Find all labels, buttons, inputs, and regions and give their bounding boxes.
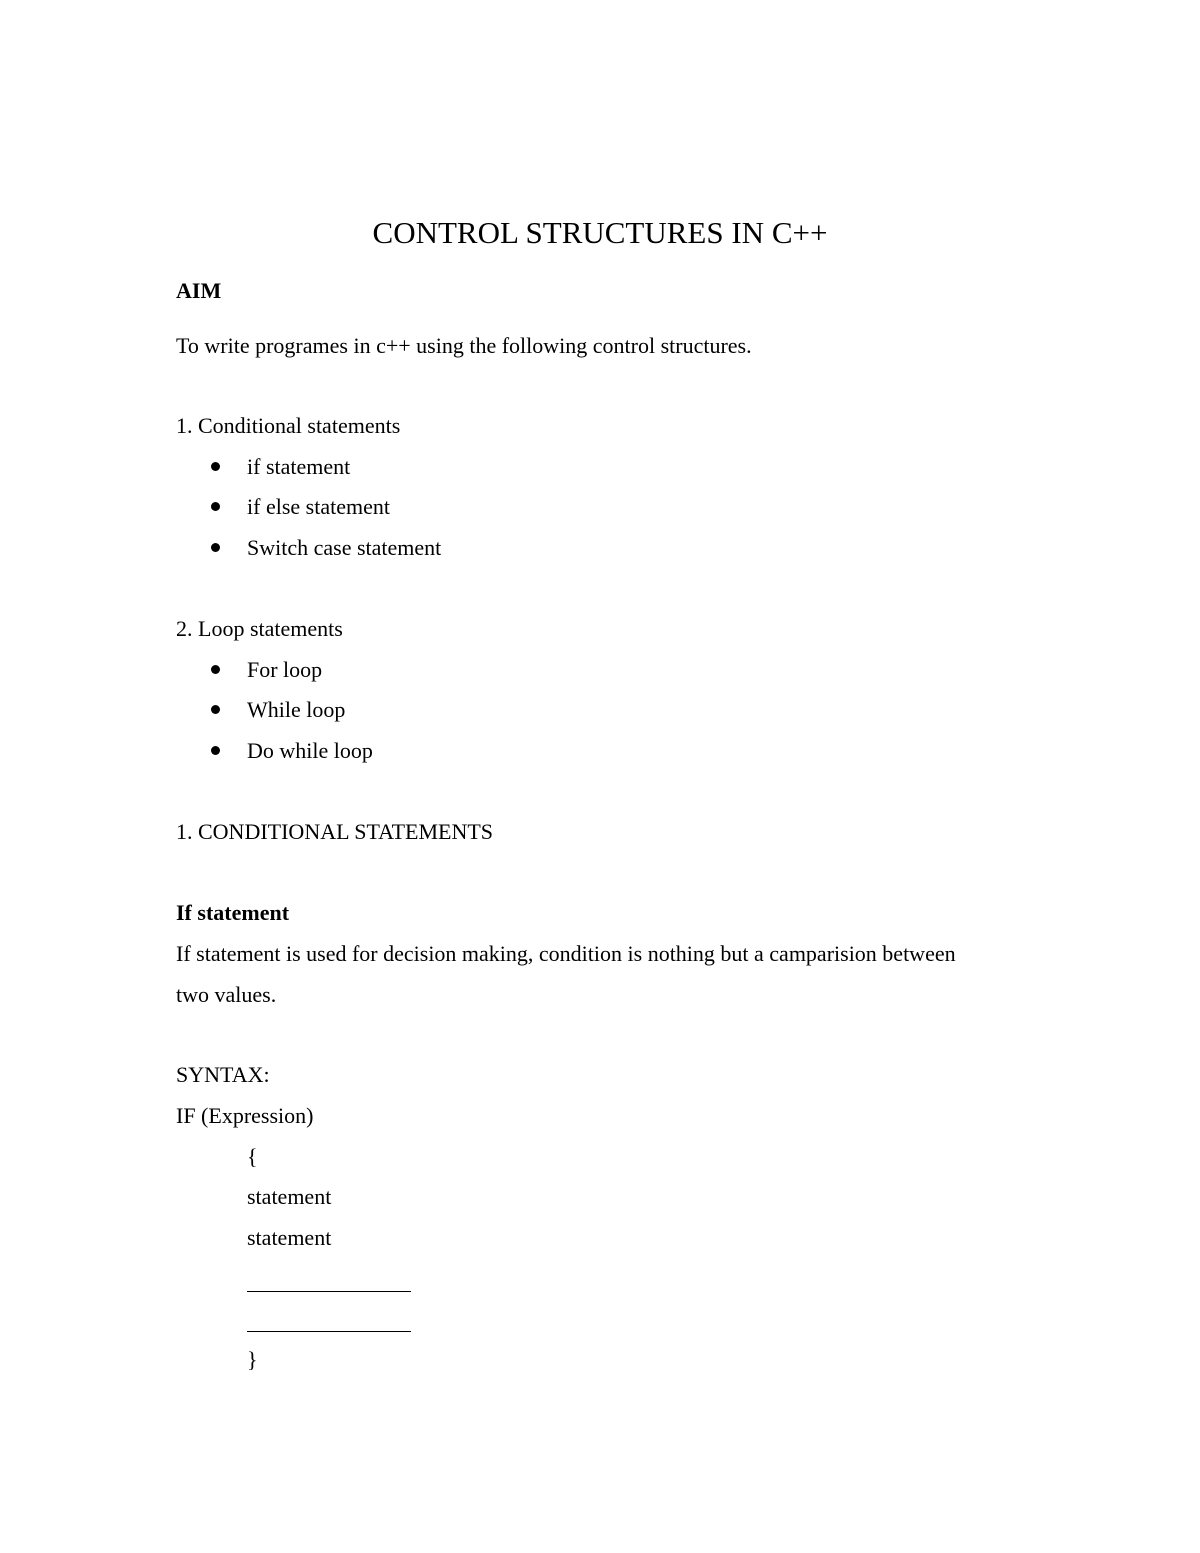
- aim-text: To write programes in c++ using the following control structures.: [176, 333, 752, 358]
- blank-line: [247, 1291, 411, 1292]
- list-item: if statement: [247, 454, 351, 479]
- open-brace: {: [247, 1144, 258, 1169]
- if-description-line: two values.: [176, 982, 277, 1007]
- list-item: Switch case statement: [247, 535, 442, 560]
- list-item: Do while loop: [247, 738, 373, 763]
- if-statement-heading: If statement: [176, 900, 290, 925]
- aim-heading: AIM: [176, 278, 222, 303]
- syntax-label: SYNTAX:: [176, 1062, 270, 1087]
- conditional-heading: 1. Conditional statements: [176, 413, 401, 438]
- bullet-icon: [211, 543, 220, 552]
- close-brace: }: [247, 1347, 258, 1372]
- loops-heading: 2. Loop statements: [176, 616, 343, 641]
- blank-line: [247, 1331, 411, 1332]
- bullet-icon: [211, 665, 220, 674]
- bullet-icon: [211, 502, 220, 511]
- bullet-icon: [211, 462, 220, 471]
- if-description-line: If statement is used for decision making, condition is nothing but a camparision between: [176, 941, 956, 966]
- syntax-statement: statement: [247, 1225, 332, 1250]
- list-item: if else statement: [247, 494, 390, 519]
- bullet-icon: [211, 746, 220, 755]
- bullet-icon: [211, 705, 220, 714]
- page-title: CONTROL STRUCTURES IN C++: [372, 215, 828, 250]
- list-item: For loop: [247, 657, 323, 682]
- section-heading: 1. CONDITIONAL STATEMENTS: [176, 819, 494, 844]
- syntax-statement: statement: [247, 1184, 332, 1209]
- syntax-expression: IF (Expression): [176, 1103, 314, 1128]
- list-item: While loop: [247, 697, 346, 722]
